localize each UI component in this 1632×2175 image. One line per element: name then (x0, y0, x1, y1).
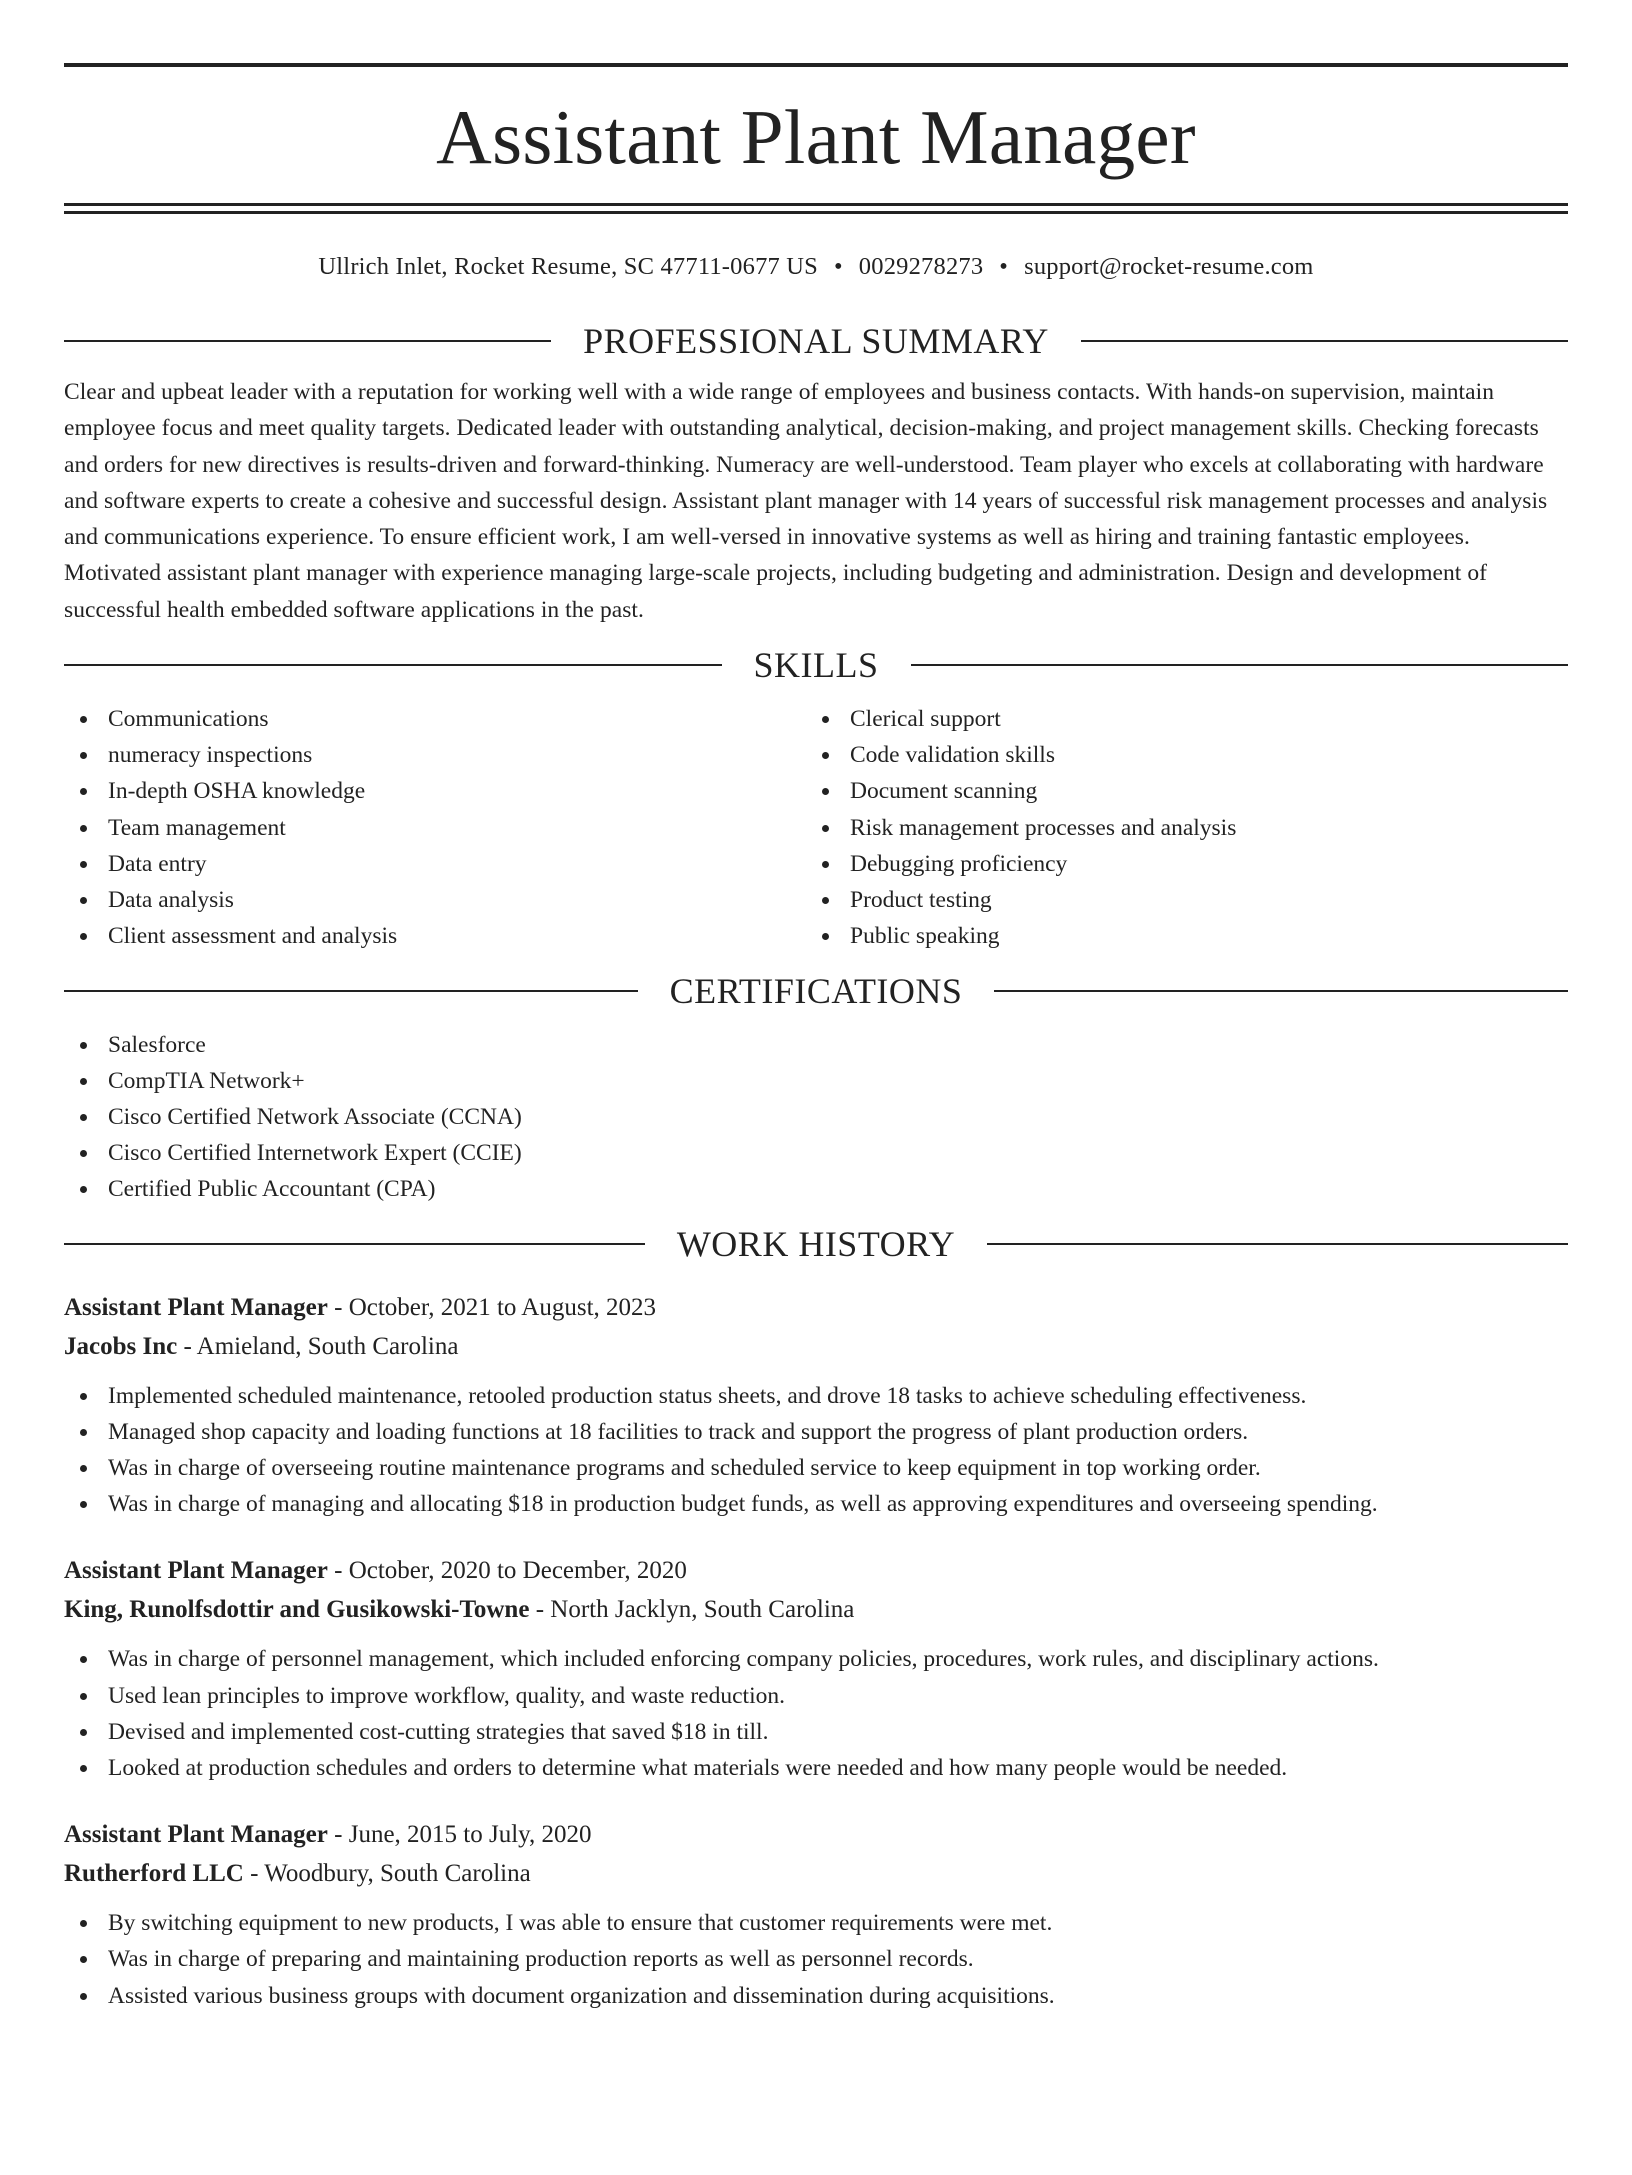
job-bullet: Was in charge of personnel management, which included enforcing company policies, procedures, work rules, and disciplinary actions. (64, 1641, 1568, 1677)
skill-item: Public speaking (806, 918, 1548, 954)
resume-page (0, 63, 1632, 2175)
job-title: Assistant Plant Manager (64, 1821, 328, 1849)
heading-rule-left (64, 664, 722, 666)
certification-item: Cisco Certified Network Associate (CCNA) (64, 1099, 1568, 1135)
job-bullets (64, 1905, 1568, 2014)
job-title: Assistant Plant Manager (64, 1293, 328, 1321)
job-dates: - October, 2021 to August, 2023 (327, 1293, 657, 1321)
job-title-line (64, 1551, 1568, 1590)
job-bullet: Was in charge of managing and allocating $18 in production budget funds, as well as approving expenditures and overseeing spending. (64, 1486, 1568, 1522)
job-location: - Amieland, South Carolina (177, 1332, 459, 1360)
certification-item: Certified Public Accountant (CPA) (64, 1171, 1568, 1207)
skill-item: Code validation skills (806, 737, 1548, 773)
certification-item: CompTIA Network+ (64, 1063, 1568, 1099)
contact-address: Ullrich Inlet, Rocket Resume, SC 47711-0677 US (318, 253, 819, 280)
certifications-heading (64, 969, 1568, 1013)
contact-separator: • (999, 253, 1009, 280)
heading-rule-right (1081, 340, 1568, 342)
job-bullet: Was in charge of overseeing routine maintenance programs and scheduled service to keep equipment in top working order. (64, 1450, 1568, 1486)
skills-list-right (806, 701, 1548, 954)
certifications-heading-label: CERTIFICATIONS (669, 970, 963, 1011)
certification-item: Cisco Certified Internetwork Expert (CCIE) (64, 1135, 1568, 1171)
job-dates: - October, 2020 to December, 2020 (327, 1557, 687, 1585)
job-bullets (64, 1641, 1568, 1786)
job-bullet: Looked at production schedules and orders to determine what materials were needed and how many people would be needed. (64, 1750, 1568, 1786)
contact-email[interactable]: support@rocket-resume.com (1024, 253, 1314, 280)
job-entry (64, 1288, 1568, 1523)
job-company: King, Runolfsdottir and Gusikowski-Towne (64, 1596, 530, 1624)
job-company: Jacobs Inc (64, 1332, 178, 1360)
skill-item: numeracy inspections (64, 737, 806, 773)
heading-rule-right (994, 990, 1568, 992)
contact-phone: 0029278273 (858, 253, 984, 280)
summary-heading (64, 319, 1568, 363)
job-company-line (64, 1590, 1568, 1629)
heading-rule-right (911, 664, 1569, 666)
skills-heading-label: SKILLS (753, 645, 879, 686)
job-entry (64, 1815, 1568, 2014)
skill-item: In-depth OSHA knowledge (64, 773, 806, 809)
job-location: - Woodbury, South Carolina (243, 1860, 531, 1888)
skill-item: Data analysis (64, 882, 806, 918)
skills-columns (64, 701, 1568, 954)
summary-heading-label: PROFESSIONAL SUMMARY (583, 321, 1049, 361)
work-history-heading-label: WORK HISTORY (676, 1223, 956, 1264)
skill-item: Risk management processes and analysis (806, 810, 1548, 846)
title-double-rule (64, 203, 1568, 214)
contact-line (64, 251, 1568, 283)
skill-item: Client assessment and analysis (64, 918, 806, 954)
work-history-heading (64, 1222, 1568, 1266)
certifications-list (64, 1027, 1568, 1208)
heading-rule-left (64, 1243, 645, 1245)
job-bullet: Used lean principles to improve workflow, quality, and waste reduction. (64, 1678, 1568, 1714)
heading-rule-left (64, 990, 638, 992)
skill-item: Debugging proficiency (806, 846, 1548, 882)
job-title-line (64, 1815, 1568, 1854)
certification-item: Salesforce (64, 1027, 1568, 1063)
job-entry (64, 1551, 1568, 1786)
top-rule (64, 63, 1568, 67)
heading-rule-left (64, 340, 551, 342)
skills-list-left (64, 701, 806, 954)
job-bullet: Implemented scheduled maintenance, retooled production status sheets, and drove 18 tasks to achieve scheduling effectiveness. (64, 1378, 1568, 1414)
resume-title: Assistant Plant Manager (436, 94, 1196, 180)
job-company-line (64, 1854, 1568, 1893)
job-location: - North Jacklyn, South Carolina (529, 1596, 855, 1624)
skills-heading (64, 643, 1568, 687)
job-title: Assistant Plant Manager (64, 1557, 328, 1585)
job-bullet: Assisted various business groups with document organization and dissemination during acquisitions. (64, 1978, 1568, 2014)
job-dates: - June, 2015 to July, 2020 (327, 1821, 592, 1849)
skill-item: Product testing (806, 882, 1548, 918)
skill-item: Team management (64, 810, 806, 846)
skill-item: Document scanning (806, 773, 1548, 809)
job-bullet: By switching equipment to new products, I was able to ensure that customer requirements were met. (64, 1905, 1568, 1941)
heading-rule-right (987, 1243, 1568, 1245)
skill-item: Clerical support (806, 701, 1548, 737)
summary-text: Clear and upbeat leader with a reputation for working well with a wide range of employees and business contacts. With hands-on supervision, maintain employee focus and meet quality targets. Dedicated leader with outstanding analytical, decision-making, and project management skills. Checking forecasts and orders for new directives is results-driven and forward-thinking. Numeracy are well-understood. Team player who excels at collaborating with hardware and software experts to create a cohesive and successful design. Assistant plant manager with 14 years of successful risk management processes and analysis and communications experience. To ensure efficient work, I am well-versed in innovative systems as well as hiring and training fantastic employees. Motivated assistant plant manager with experience managing large-scale projects, including budgeting and administration. Design and development of successful health embedded software applications in the past. (64, 379, 1548, 623)
job-bullets (64, 1378, 1568, 1523)
skill-item: Data entry (64, 846, 806, 882)
contact-separator: • (834, 253, 843, 280)
job-company: Rutherford LLC (64, 1860, 244, 1888)
job-title-line (64, 1288, 1568, 1327)
skill-item: Communications (64, 701, 806, 737)
job-bullet: Devised and implemented cost-cutting strategies that saved $18 in till. (64, 1714, 1568, 1750)
job-bullet: Managed shop capacity and loading functions at 18 facilities to track and support the progress of plant production orders. (64, 1414, 1568, 1450)
job-bullet: Was in charge of preparing and maintaining production reports as well as personnel records. (64, 1941, 1568, 1977)
job-company-line (64, 1327, 1568, 1366)
